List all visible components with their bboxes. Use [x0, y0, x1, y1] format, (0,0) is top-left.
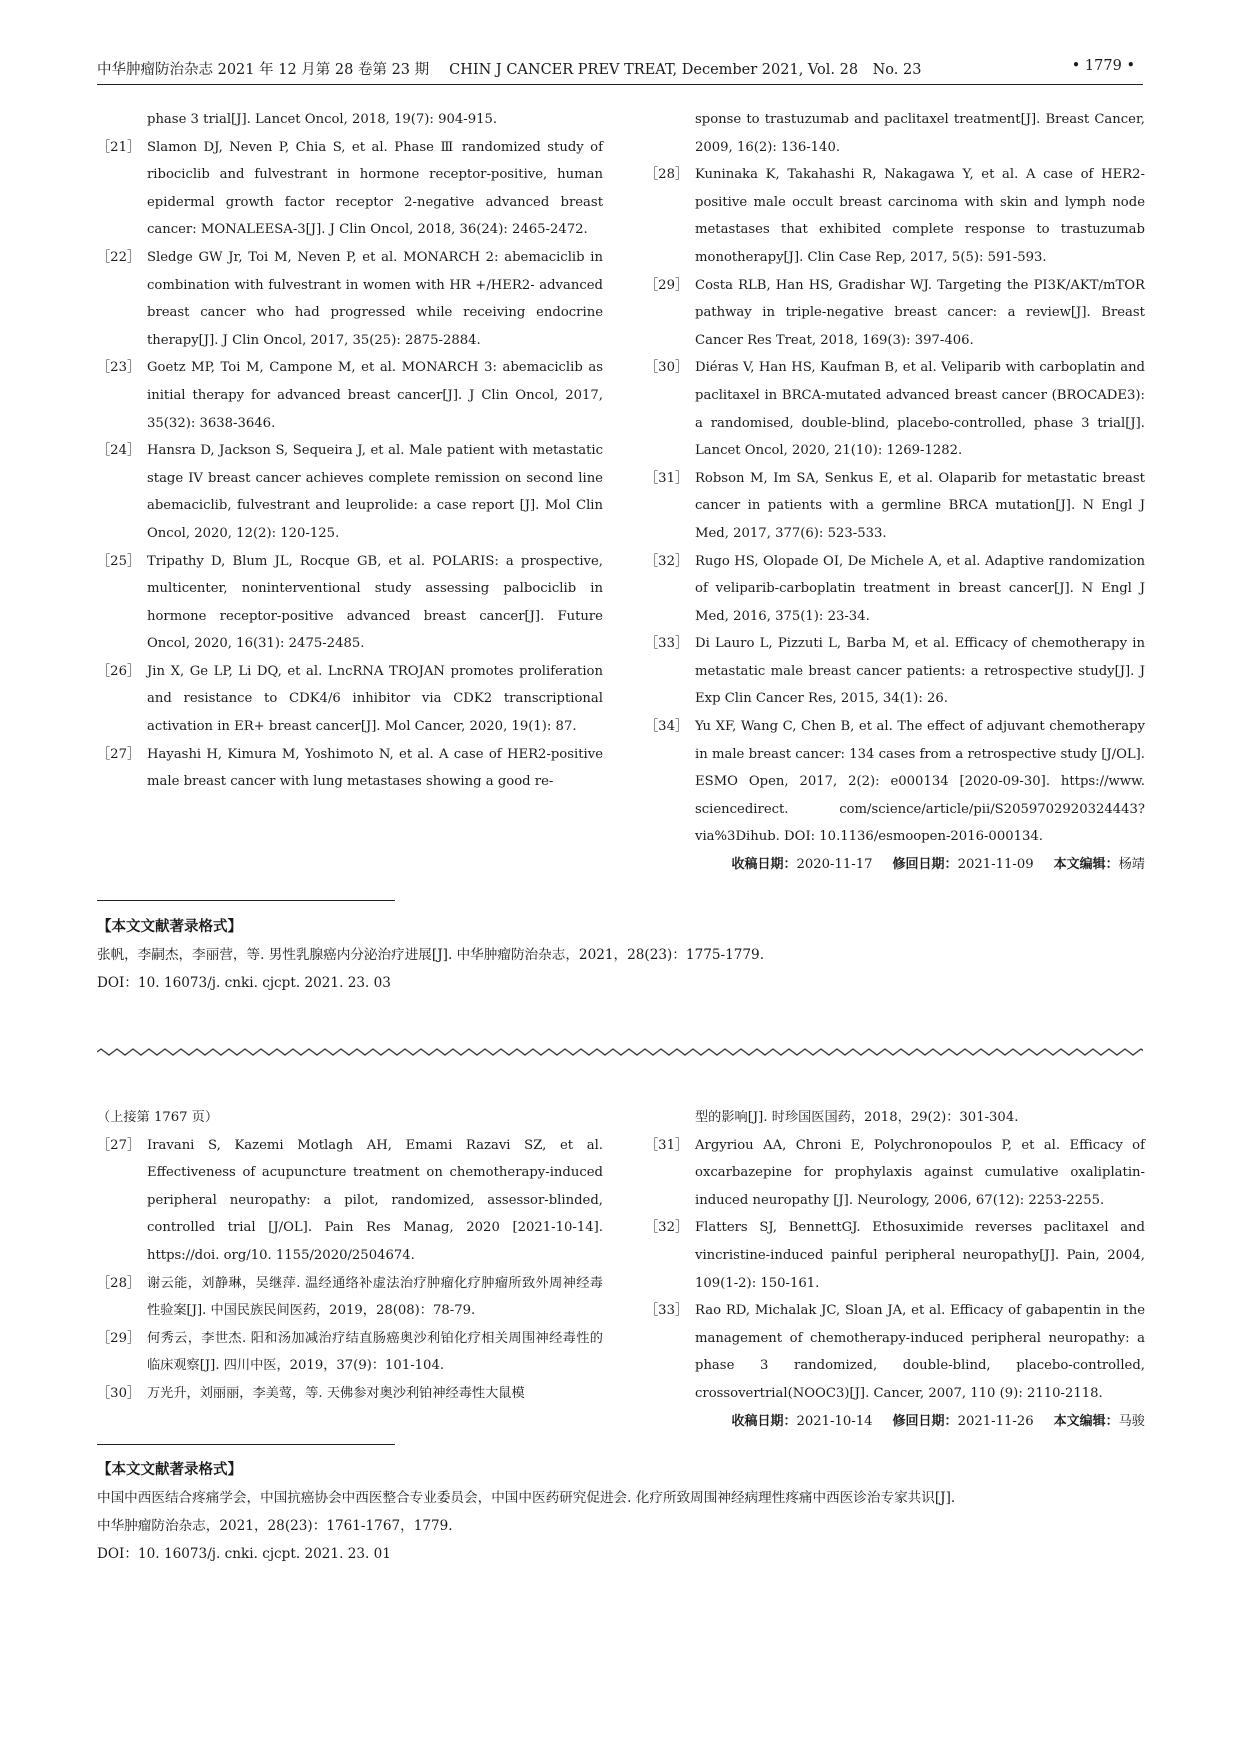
reference-item	[97, 548, 603, 658]
reference-text: 何秀云，李世杰. 阳和汤加减治疗结直肠癌奥沙利铂化疗相关周围神经毒性的临床观察[J]. 四川中医，2019，37(9)：101-104.	[147, 1330, 603, 1374]
reference-text: Hansra D, Jackson S, Sequeira J, et al. Male patient with metastatic stage IV breast cancer achieves complete remission on second line abemaciclib, fulvestrant and leuprolide: a case report [J]. Mol Clin Oncol, 2020, 12(2): 120-125.	[147, 443, 603, 541]
reference-item	[645, 272, 1145, 355]
reference-item	[97, 437, 603, 547]
editor-label: 本文编辑：	[1053, 857, 1119, 873]
footnote-rule	[97, 1444, 395, 1445]
reference-number: ［27］	[97, 746, 141, 762]
reference-number: ［29］	[645, 277, 689, 293]
reference-number: ［32］	[645, 553, 689, 569]
reference-item	[97, 658, 603, 741]
reference-list	[645, 1132, 1145, 1408]
reference-continuation: 型的影响[J]. 时珍国医国药，2018，29(2)：301-304.	[695, 1110, 1019, 1125]
article-dates	[645, 851, 1145, 879]
section1-right-column	[645, 106, 1145, 879]
reference-item	[645, 354, 1145, 464]
reference-text: Rao RD, Michalak JC, Sloan JA, et al. Efficacy of gabapentin in the management of chemotherapy-induced peripheral neuropathy: a phase 3 randomized, double-blind, placebo-controlled, crossovertrial(NOOC3)[J]. Cancer, 2007, 110 (9): 2110-2118.	[695, 1303, 1145, 1401]
reference-text: Argyriou AA, Chroni E, Polychronopoulos P, et al. Efficacy of oxcarbazepine for prophylaxis against cumulative oxaliplatin-induced neuropathy [J]. Neurology, 2006, 67(12): 2253-2255.	[695, 1137, 1145, 1208]
reference-item	[645, 161, 1145, 271]
revised-label: 修回日期：	[892, 1413, 958, 1429]
reference-number: ［26］	[97, 663, 141, 679]
reference-number: ［31］	[645, 470, 689, 486]
continued-from-note: （上接第 1767 页）	[97, 1110, 219, 1125]
reference-number: ［32］	[645, 1220, 689, 1236]
running-header	[97, 54, 1143, 85]
reference-list	[645, 161, 1145, 851]
section1-left-column	[97, 106, 603, 796]
reference-number: ［28］	[645, 167, 689, 183]
journal-name-cn: 中华肿瘤防治杂志 2021 年 12 月第 28 卷第 23 期	[97, 62, 430, 78]
reference-item	[645, 1132, 1145, 1215]
reference-number: ［30］	[645, 360, 689, 376]
revised-date: 2021-11-09	[957, 857, 1034, 873]
reference-text: Rugo HS, Olopade OI, De Michele A, et al. Adaptive randomization of veliparib-carboplatin treatment in breast cancer[J]. N Engl J Med, 2016, 375(1): 23-34.	[695, 553, 1145, 624]
decorative-divider	[97, 1046, 1143, 1058]
reference-list	[97, 134, 603, 796]
reference-item	[645, 630, 1145, 713]
citation-format-title: 【本文文献著录格式】	[97, 919, 242, 935]
citation-doi: DOI：10. 16073/j. cnki. cjcpt. 2021. 23. 03	[97, 975, 391, 991]
reference-item	[645, 465, 1145, 548]
reference-text: Robson M, Im SA, Senkus E, et al. Olaparib for metastatic breast cancer in patients with a germline BRCA mutation[J]. N Engl J Med, 2017, 377(6): 523-533.	[695, 470, 1145, 541]
reference-number: ［24］	[97, 443, 141, 459]
reference-number: ［33］	[645, 636, 689, 652]
reference-number: ［34］	[645, 719, 689, 735]
revised-date: 2021-11-26	[957, 1413, 1034, 1429]
reference-number: ［30］	[97, 1385, 141, 1401]
citation-text: 张帆，李嗣杰，李丽营，等. 男性乳腺癌内分泌治疗进展[J]. 中华肿瘤防治杂志，2021，28(23)：1775-1779.	[97, 947, 765, 963]
reference-item	[97, 1325, 603, 1380]
editor-label: 本文编辑：	[1053, 1413, 1119, 1429]
reference-item	[645, 713, 1145, 851]
received-date: 2021-10-14	[796, 1413, 873, 1429]
reference-text: Kuninaka K, Takahashi R, Nakagawa Y, et al. A case of HER2-positive male occult breast carcinoma with skin and lymph node metastases that exhibited complete response to trastuzumab monotherapy[J]. Clin Case Rep, 2017, 5(5): 591-593.	[695, 167, 1145, 265]
reference-text: Flatters SJ, BennettGJ. Ethosuximide reverses paclitaxel and vincristine-induced painful peripheral neuropathy[J]. Pain, 2004, 109(1-2): 150-161.	[695, 1220, 1145, 1291]
article-dates	[645, 1408, 1145, 1436]
section2-right-column	[645, 1104, 1145, 1435]
reference-number: ［21］	[97, 139, 141, 155]
reference-continuation: sponse to trastuzumab and paclitaxel treatment[J]. Breast Cancer, 2009, 16(2): 136-140.	[695, 112, 1145, 155]
reference-number: ［25］	[97, 553, 141, 569]
citation-format-block	[97, 1456, 1147, 1568]
reference-item	[97, 1380, 603, 1408]
citation-format-block	[97, 913, 1147, 997]
reference-number: ［31］	[645, 1137, 689, 1153]
reference-continuation: phase 3 trial[J]. Lancet Oncol, 2018, 19(7): 904-915.	[147, 112, 498, 127]
reference-item	[97, 741, 603, 796]
reference-text: Jin X, Ge LP, Li DQ, et al. LncRNA TROJAN promotes proliferation and resistance to CDK4/6 inhibitor via CDK2 transcriptional activation in ER+ breast cancer[J]. Mol Cancer, 2020, 19(1): 87.	[147, 663, 603, 735]
reference-text: 谢云能，刘静琳，吴继萍. 温经通络补虚法治疗肿瘤化疗肿瘤所致外周神经毒性验案[J]. 中国民族民间医药，2019，28(08)：78-79.	[147, 1275, 603, 1319]
reference-text: 万光升，刘丽丽，李美莺，等. 天佛参对奥沙利铂神经毒性大鼠模	[147, 1385, 525, 1401]
reference-text: Iravani S, Kazemi Motlagh AH, Emami Razavi SZ, et al. Effectiveness of acupuncture treatment on chemotherapy-induced peripheral neuropathy: a pilot, randomized, assessor-blinded, controlled trial [J/OL]. Pain Res Manag, 2020 [2021-10-14]. https://doi. org/10. 1155/2020/2504674.	[147, 1137, 603, 1263]
reference-number: ［22］	[97, 249, 141, 265]
reference-text: Di Lauro L, Pizzuti L, Barba M, et al. Efficacy of chemotherapy in metastatic male breast cancer patients: a retrospective study[J]. J Exp Clin Cancer Res, 2015, 34(1): 26.	[695, 636, 1145, 707]
reference-text: Yu XF, Wang C, Chen B, et al. The effect of adjuvant chemotherapy in male breast cancer: 134 cases from a retrospective study [J/OL]. ESMO Open, 2017, 2(2): e000134 [2020-09-30]. https://www. sciencedirect. com/science/article/pii/S2059702920324443? via%3Dihub. DOI: 10.1136/esmoopen-2016-000134.	[695, 719, 1145, 845]
reference-item	[645, 1214, 1145, 1297]
citation-format-title: 【本文文献著录格式】	[97, 1462, 242, 1478]
reference-item	[97, 354, 603, 437]
received-label: 收稿日期：	[731, 1413, 797, 1429]
received-date: 2020-11-17	[796, 857, 873, 873]
reference-text: Sledge GW Jr, Toi M, Neven P, et al. MONARCH 2: abemaciclib in combination with fulvestrant in women with HR +/HER2- advanced breast cancer who had progressed while receiving endocrine therapy[J]. J Clin Oncol, 2017, 35(25): 2875-2884.	[147, 249, 603, 348]
reference-item	[97, 134, 603, 244]
reference-number: ［28］	[97, 1275, 141, 1291]
reference-number: ［23］	[97, 360, 141, 376]
reference-item	[645, 548, 1145, 631]
reference-text: Goetz MP, Toi M, Campone M, et al. MONARCH 3: abemaciclib as initial therapy for advanced breast cancer[J]. J Clin Oncol, 2017, 35(32): 3638-3646.	[147, 360, 603, 431]
reference-text: Tripathy D, Blum JL, Rocque GB, et al. POLARIS: a prospective, multicenter, noninterventional study assessing palbociclib in hormone receptor-positive advanced breast cancer[J]. Future Oncol, 2020, 16(31): 2475-2485.	[147, 553, 603, 652]
journal-name-en: CHIN J CANCER PREV TREAT, December 2021, Vol. 28 No. 23	[449, 62, 922, 78]
editor-name: 杨靖	[1118, 857, 1145, 873]
reference-item	[97, 1270, 603, 1325]
editor-name: 马骏	[1118, 1413, 1145, 1429]
revised-label: 修回日期：	[892, 857, 958, 873]
reference-item	[97, 1132, 603, 1270]
reference-text: Hayashi H, Kimura M, Yoshimoto N, et al. A case of HER2-positive male breast cancer with lung metastases showing a good re-	[147, 746, 603, 790]
page-number: • 1779 •	[1071, 58, 1135, 74]
section2-left-column	[97, 1104, 603, 1408]
reference-number: ［27］	[97, 1137, 141, 1153]
reference-text: Costa RLB, Han HS, Gradishar WJ. Targeting the PI3K/AKT/mTOR pathway in triple-negative breast cancer: a review[J]. Breast Cancer Res Treat, 2018, 169(3): 397-406.	[695, 277, 1145, 348]
footnote-rule	[97, 900, 395, 901]
reference-number: ［33］	[645, 1303, 689, 1319]
reference-text: Slamon DJ, Neven P, Chia S, et al. Phase Ⅲ randomized study of ribociclib and fulvestrant in hormone receptor-positive, human epidermal growth factor receptor 2-negative advanced breast cancer: MONALEESA-3[J]. J Clin Oncol, 2018, 36(24): 2465-2472.	[147, 139, 603, 238]
received-label: 收稿日期：	[731, 857, 797, 873]
reference-text: Diéras V, Han HS, Kaufman B, et al. Veliparib with carboplatin and paclitaxel in BRCA-mutated advanced breast cancer (BROCADE3): a randomised, double-blind, placebo-controlled, phase 3 trial[J]. Lancet Oncol, 2020, 21(10): 1269-1282.	[695, 360, 1145, 459]
reference-number: ［29］	[97, 1330, 141, 1346]
citation-text: 中华肿瘤防治杂志，2021，28(23)：1761-1767，1779.	[97, 1518, 453, 1534]
citation-doi: DOI：10. 16073/j. cnki. cjcpt. 2021. 23. 01	[97, 1546, 391, 1562]
reference-item	[645, 1297, 1145, 1407]
running-header-left	[97, 58, 921, 79]
reference-list	[97, 1132, 603, 1408]
citation-text: 中国中西医结合疼痛学会，中国抗癌协会中西医整合专业委员会，中国中医药研究促进会. 化疗所致周围神经病理性疼痛中西医诊治专家共识[J].	[97, 1490, 956, 1506]
reference-item	[97, 244, 603, 354]
